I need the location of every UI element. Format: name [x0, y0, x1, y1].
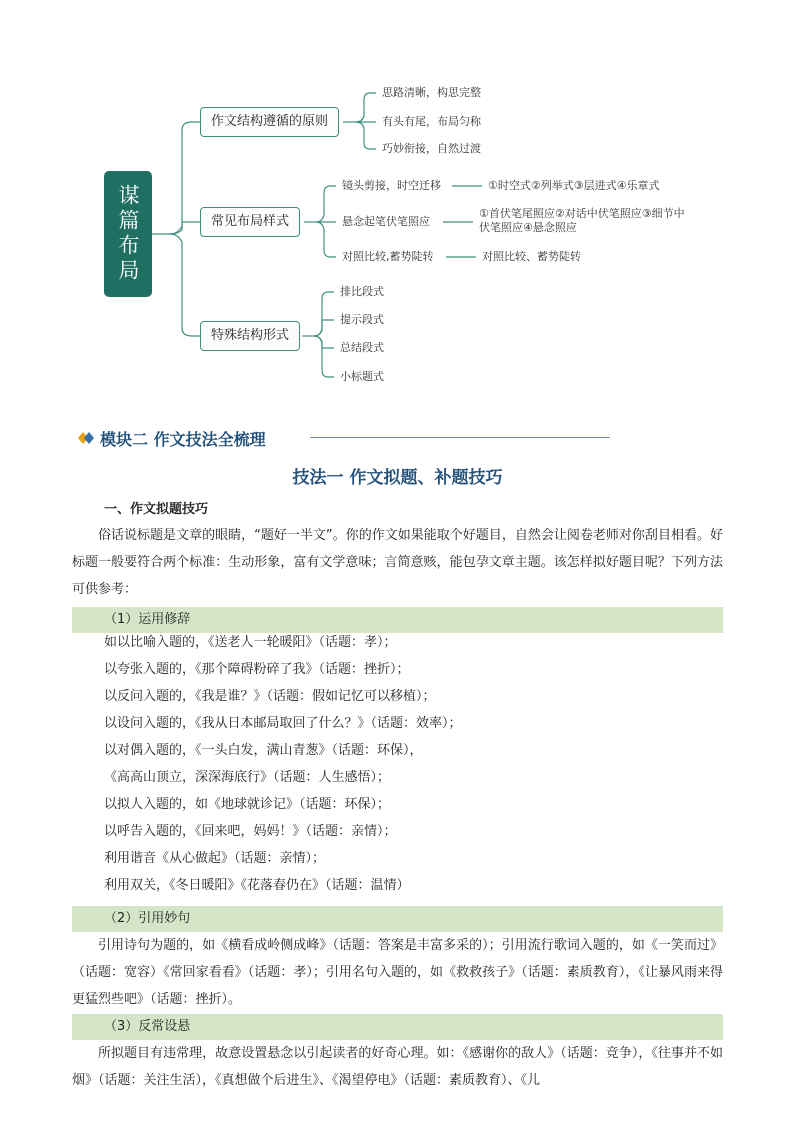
technique-title: 技法一 作文拟题、补题技巧: [292, 468, 503, 488]
mindmap-leaf-detail: 对照比较、蓄势陡转: [482, 250, 581, 263]
module-title-rule: [310, 437, 610, 438]
mindmap-root: 谋篇布局: [104, 171, 152, 297]
example-line: 《高高山顶立，深深海底行》（话题：人生感悟）；: [104, 770, 391, 785]
example-line: 利用双关，《冬日暖阳》《花落春仍在》（话题：温情）: [104, 878, 410, 893]
mindmap-leaf: 镜头剪接，时空迁移: [342, 179, 441, 192]
section-heading: 一、作文拟题技巧: [104, 502, 209, 517]
mindmap-leaf: 悬念起笔伏笔照应: [342, 215, 430, 228]
example-line: 以夸张入题的，《那个障碍粉碎了我》（话题：挫折）；: [104, 662, 410, 677]
mindmap-leaf: 提示段式: [340, 313, 384, 326]
mindmap-branch-special: 特殊结构形式: [200, 321, 300, 351]
mindmap-leaf: 巧妙衔接，自然过渡: [382, 142, 481, 155]
example-line: 如以比喻入题的，《送老人一轮暖阳》（话题：孝）；: [104, 635, 397, 650]
subsection-band-quotes: （2）引用妙句: [72, 906, 723, 932]
example-line: 以呼告入题的，《回来吧，妈妈！》（话题：亲情）；: [104, 824, 397, 839]
example-line: 以反问入题的，《我是谁？》（话题：假如记忆可以移植）；: [104, 689, 436, 704]
intro-paragraph: 俗话说标题是文章的眼睛，“题好一半文”。你的作文如果能取个好题目，自然会让阅卷老师对你刮目相看。好标题一般要符合两个标准：生动形象，富有文学意味；言简意赅，能包孕文章主题。该怎样拟好题目呢？下列方法可供参考：: [72, 528, 723, 597]
suspense-paragraph: 所拟题目有违常理，故意设置悬念以引起读者的好奇心理。如：《感谢你的敌人》（话题：竞争），《往事并不如烟》（话题：关注生活），《真想做个后进生》、《渴望停电》（话题：素质教育）、《儿: [72, 1046, 723, 1088]
quotes-paragraph: 引用诗句为题的，如《横看成岭侧成峰》（话题：答案是丰富多采的）；引用流行歌词入题的，如《一笑而过》（话题：宽容）《常回家看看》（话题：孝）；引用名句入题的，如《救救孩子》（话题：素质教育），《让暴风雨来得更猛烈些吧》（话题：挫折）。: [72, 938, 723, 1007]
example-line: 以设问入题的，《我从日本邮局取回了什么？》（话题：效率）；: [104, 716, 462, 731]
mindmap-leaf: 总结段式: [340, 341, 384, 354]
mindmap-leaf: 有头有尾，布局匀称: [382, 115, 481, 128]
mindmap-leaf-detail: ①时空式②列举式③层进式④乐章式: [488, 179, 660, 192]
mindmap-branch-principles: 作文结构遵循的原则: [200, 107, 339, 137]
subsection-band-rhetoric: （1）运用修辞: [72, 607, 723, 633]
mindmap-leaf: 对照比较,蓄势陡转: [342, 250, 434, 263]
example-line: 以对偶入题的，《一头白发，满山青葱》（话题：环保），: [104, 743, 423, 758]
example-line: 利用谐音《从心做起》（话题：亲情）；: [104, 851, 326, 866]
example-line: 以拟人入题的，如《地球就诊记》（话题：环保）；: [104, 797, 391, 812]
mindmap-branch-layouts: 常见布局样式: [200, 207, 300, 237]
subsection-band-suspense: （3）反常设悬: [72, 1014, 723, 1040]
module-title: 模块二 作文技法全梳理: [100, 430, 266, 449]
mindmap-leaf-detail: ①首伏笔尾照应②对话中伏笔照应③细节中伏笔照应④悬念照应: [479, 207, 685, 234]
diamond-bullet-icon: [78, 431, 96, 445]
mindmap-leaf: 小标题式: [340, 370, 384, 383]
mindmap-leaf: 思路清晰，构思完整: [382, 86, 481, 99]
mindmap-leaf: 排比段式: [340, 285, 384, 298]
